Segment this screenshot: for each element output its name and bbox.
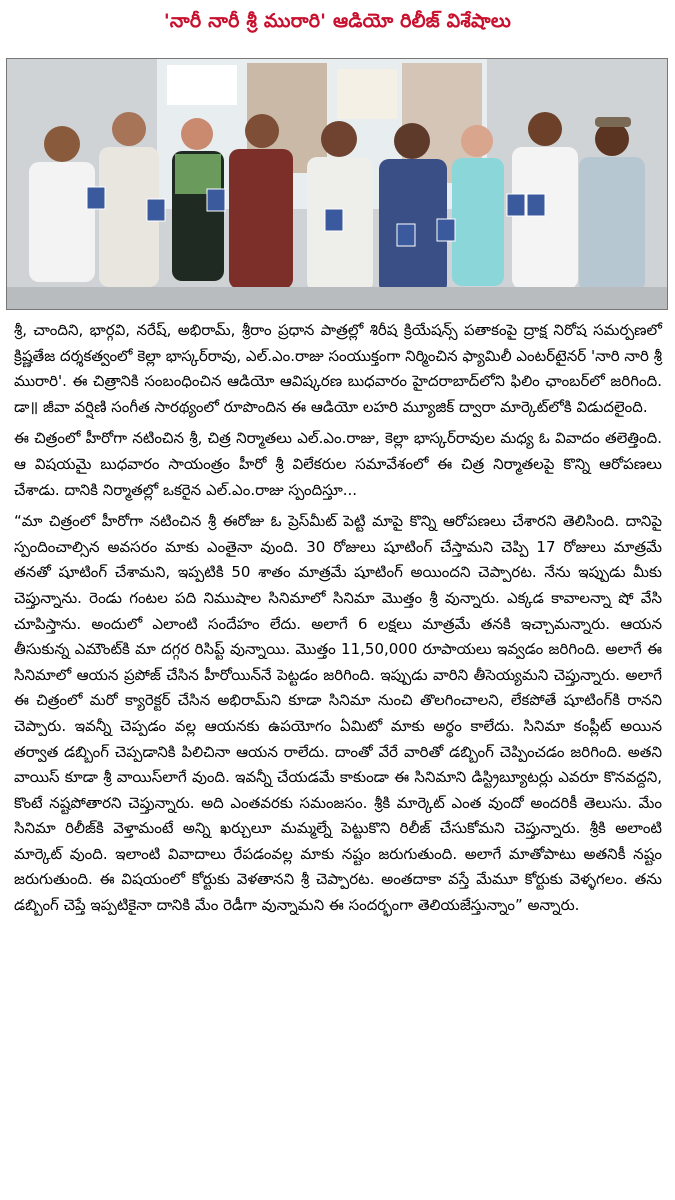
event-photo: [6, 58, 668, 310]
article-body: [14, 318, 662, 925]
page-title: 'నారీ నారీ శ్రీ మురారి' ఆడియో రిలీజ్ విశేషాలు: [163, 10, 512, 32]
paragraph-controversy: ఈ చిత్రంలో హీరోగా నటించిన శ్రీ, చిత్ర నిర్మాతలు ఎల్.ఎం.రాజు, కెల్లా భాస్కర్‌రావుల మధ్య ఓ వివాదం తలెత్తింది. ఆ విషయమై బుధవారం సాయంత్రం హీరో శ్రీ విలేకరుల సమావేశంలో ఈ చిత్ర నిర్మాతలపై కొన్ని ఆరోపణలు చేశాడు. దానికి నిర్మాతల్లో ఒకరైన ఎల్.ఎం.రాజు స్పందిస్తూ...: [14, 429, 662, 499]
paragraph-producer-quote: “మా చిత్రంలో హీరోగా నటించిన శ్రీ ఈరోజు ఓ ప్రెస్‌మీట్ పెట్టి మాపై కొన్ని ఆరోపణలు చేశారని తెలిసింది. దానిపై స్పందించాల్సిన అవసరం మాకు ఎంతైనా వుంది. 30 రోజులు షూటింగ్ చేస్తామని చెప్పి 17 రోజులు మాత్రమే తనతో షూటింగ్ చేశామని, ఇప్పటికి 50 శాతం మాత్రమే షూటింగ్ అయిందని చెప్పారట. నేను ఇప్పుడు మీకు చెప్తున్నాను. రెండు గంటల పది నిముషాల సినిమాలో సినిమా మొత్తం శ్రీ వున్నారు. ఎక్కడ కావాలన్నా షో వేసి చూపిస్తాను. అందులో ఎలాంటి సందేహం లేదు. అలాగే 6 లక్షలు మాత్రమే తనకి ఇచ్చామన్నారు. ఆయన తీసుకున్న ఎమౌంట్‌కి మా దగ్గర రిసిప్ట్ వున్నాయి. మొత్తం 11,50,000 రూపాయలు ఇవ్వడం జరిగింది. అలాగే ఈ సినిమాలో ఆయన ప్రపోజ్ చేసిన హీరోయిన్‌నే పెట్టడం జరిగింది. ఇప్పుడు వారిని తీసెయ్యమని చెప్తున్నారు. అలాగే ఈ చిత్రంలో మరో క్యారెక్టర్ చేసిన అభిరామ్‌ని కూడా సినిమా నుంచి తొలగించాలని, లేకపోతే షూటింగ్‌కి రానని చెప్పారు. ఇవన్నీ చెప్పడం వల్ల ఆయనకు ఉపయోగం ఏమిటో మాకు అర్థం కాలేదు. సినిమా కంప్లీట్ అయిన తర్వాత డబ్బింగ్ చెప్పడానికి పిలిచినా ఆయన రాలేదు. దాంతో వేరే వారితో డబ్బింగ్ చెప్పించడం జరిగింది. అతని వాయిస్ కూడా శ్రీ వాయిస్‌లాగే వుంది. ఇవన్నీ చేయడమే కాకుండా ఈ సినిమాని డిస్ట్రిబ్యూటర్లు ఎవరూ కొనవద్దని, కొంటే నష్టపోతారని చెప్తున్నారు. అది ఎంతవరకు సమంజసం. శ్రీకి మార్కెట్ ఎంత వుందో అందరికీ తెలుసు. మేం సినిమా రిలీజ్‌కి వెళ్తామంటే అన్ని ఖర్చులూ మమ్మల్నే పెట్టుకొని రిలీజ్ చేసుకోమని చెప్తున్నారు. శ్రీకి అలాంటి మార్కెట్ వుంది. ఇలాంటి వివాదాలు రేపడంవల్ల మాకు నష్టం జరుగుతుంది. అలాగే మాతోపాటు అతనికీ నష్టం జరుగుతుంది. ఈ విషయంలో కోర్టుకు వెళతానని శ్రీ చెప్పారట. అంతదాకా వస్తే మేమూ కోర్టుకు వెళ్ళగలం. తను డబ్బింగ్ చెప్తే ఇప్పటికైనా దానికి మేం రెడీగా వున్నామని ఈ సందర్భంగా తెలియజేస్తున్నాం” అన్నారు.: [14, 512, 662, 915]
paragraph-intro: శ్రీ, చాందిని, భార్గవి, నరేష్, అభిరామ్, శ్రీరాం ప్రధాన పాత్రల్లో శిరీష క్రియేషన్స్ పతాకంపై ద్రాక్ష నిరోష సమర్పణలో క్రిష్ణతేజ దర్శకత్వంలో కెల్లా భాస్కర్‌రావు, ఎల్.ఎం.రాజు సంయుక్తంగా నిర్మించిన ఫ్యామిలీ ఎంటర్‌టైనర్ 'నారి నారి శ్రీ మురారి'. ఈ చిత్రానికి సంబంధించిన ఆడియో ఆవిష్కరణ బుధవారం హైదరాబాద్‌లోని ఫిలిం ఛాంబర్‌లో జరిగింది. డా॥ జీవా వర్షిణి సంగీత సారథ్యంలో రూపొందిన ఈ ఆడియో లహరి మ్యూజిక్ ద్వారా మార్కెట్‌లోకి విడుదలైంది.: [14, 321, 662, 416]
